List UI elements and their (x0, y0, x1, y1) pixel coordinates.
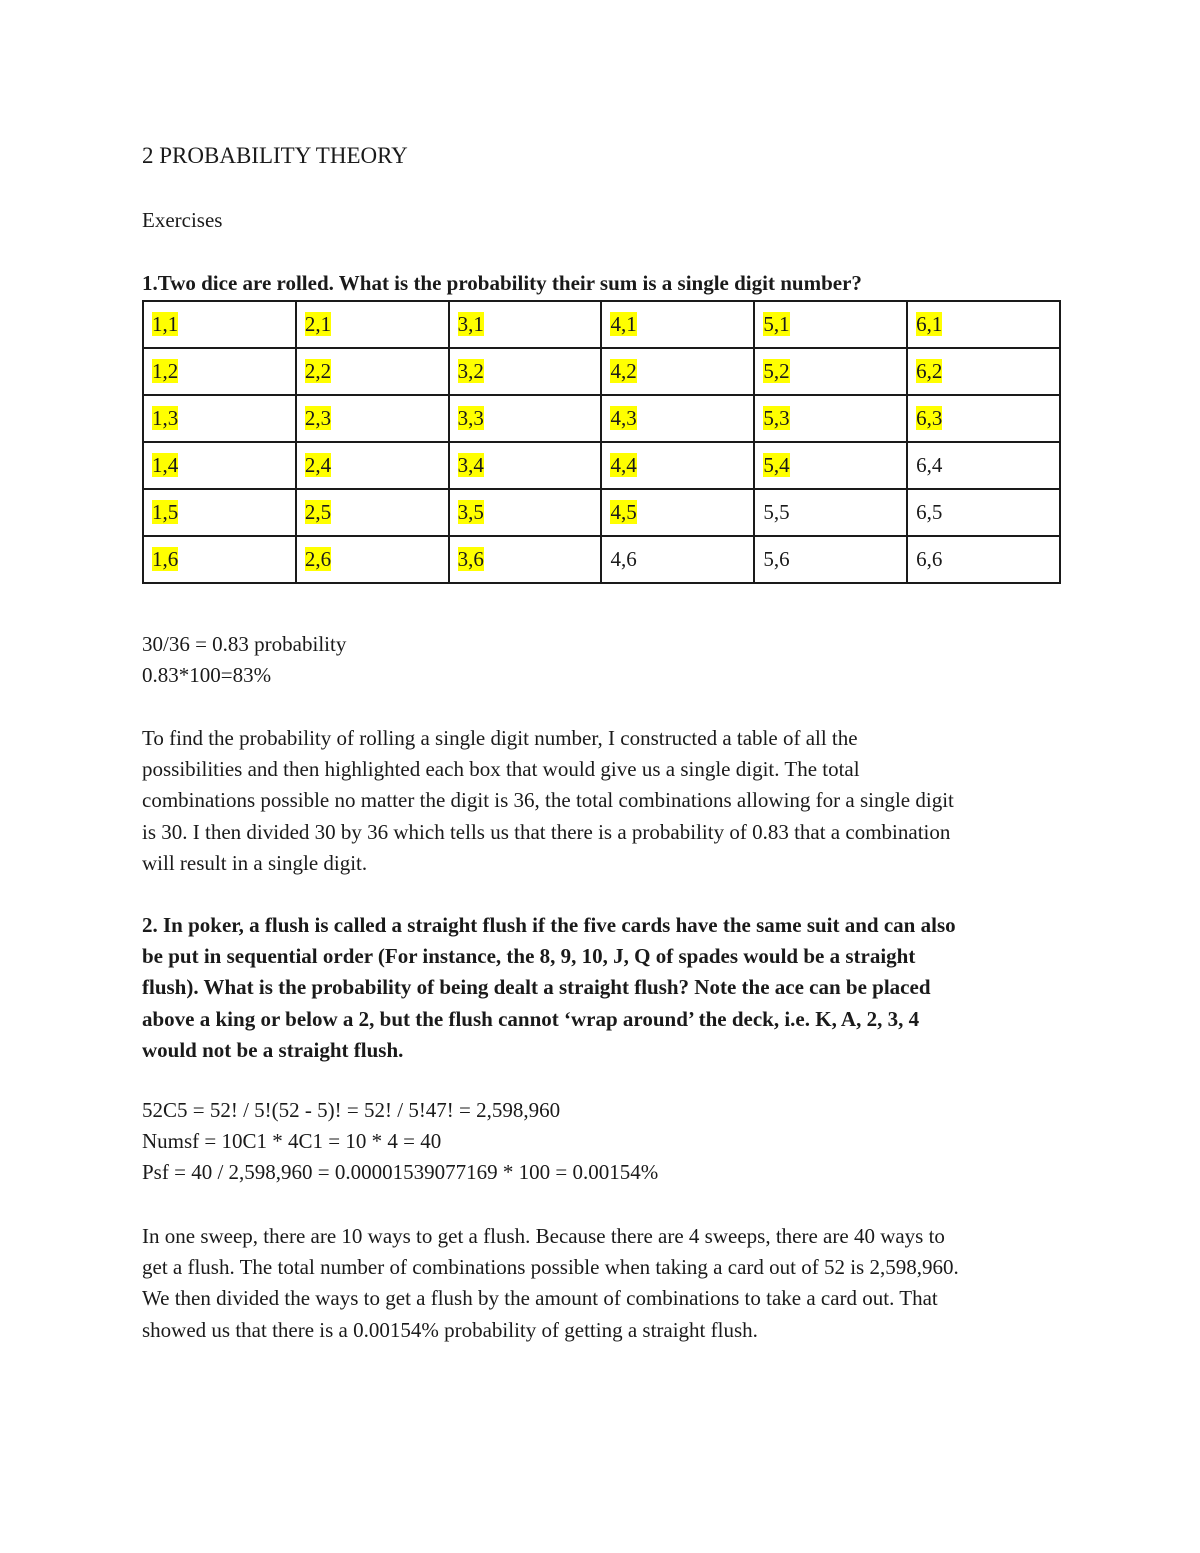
highlighted-outcome: 3,1 (457, 312, 484, 336)
table-row (143, 489, 1060, 536)
calc-line: 30/36 = 0.83 probability (142, 632, 347, 656)
table-cell (143, 348, 296, 395)
calc-line: Numsf = 10C1 * 4C1 = 10 * 4 = 40 (142, 1129, 442, 1154)
answer-1-explanation (142, 723, 1060, 879)
table-cell (296, 442, 449, 489)
answer-1-calculation (142, 629, 1060, 691)
outcome: 6,6 (916, 547, 943, 571)
table-cell (449, 301, 602, 348)
highlighted-outcome: 6,3 (916, 406, 943, 430)
table-cell (449, 395, 602, 442)
table-cell (143, 301, 296, 348)
highlighted-outcome: 1,6 (152, 547, 179, 571)
highlighted-outcome: 2,4 (304, 453, 332, 477)
highlighted-outcome: 4,1 (610, 312, 637, 336)
question-line: be put in sequential order (For instance, the 8, 9, 10, J, Q of spades would be a straight (142, 944, 916, 969)
question-1: 1.Two dice are rolled. What is the probability their sum is a single digit number? (142, 271, 862, 295)
highlighted-outcome: 2,3 (304, 406, 332, 430)
table-cell (143, 442, 296, 489)
table-cell (601, 395, 754, 442)
table-cell (907, 536, 1060, 583)
highlighted-outcome: 2,1 (304, 312, 332, 336)
explanation-line: In one sweep, there are 10 ways to get a flush. Because there are 4 sweeps, there are 40 ways to (142, 1224, 945, 1248)
table-row (143, 442, 1060, 489)
highlighted-outcome: 3,3 (457, 406, 484, 430)
highlighted-outcome: 5,2 (763, 359, 790, 383)
table-cell (754, 442, 907, 489)
outcome: 6,4 (916, 453, 943, 477)
table-cell (754, 489, 907, 536)
highlighted-outcome: 4,2 (610, 359, 637, 383)
highlighted-outcome: 2,2 (304, 359, 332, 383)
highlighted-outcome: 3,2 (457, 359, 484, 383)
explanation-line: is 30. I then divided 30 by 36 which tells us that there is a probability of 0.83 that a combination (142, 819, 951, 844)
outcome: 5,6 (763, 547, 790, 571)
table-cell (449, 536, 602, 583)
table-cell (601, 442, 754, 489)
table-cell (143, 395, 296, 442)
explanation-line: will result in a single digit. (142, 850, 368, 875)
question-line: 2. In poker, a flush is called a straight flush if the five cards have the same suit and can also (142, 913, 956, 937)
table-cell (296, 301, 449, 348)
outcome: 6,5 (916, 500, 943, 524)
highlighted-outcome: 3,5 (457, 500, 484, 524)
highlighted-outcome: 1,3 (152, 406, 179, 430)
explanation-line: possibilities and then highlighted each box that would give us a single digit. The total (142, 757, 860, 782)
table-cell (601, 489, 754, 536)
calc-line: 52C5 = 52! / 5!(52 - 5)! = 52! / 5!47! = 2,598,960 (142, 1098, 561, 1122)
table-cell (296, 489, 449, 536)
table-cell (449, 348, 602, 395)
table-row (143, 536, 1060, 583)
highlighted-outcome: 3,6 (457, 547, 484, 571)
explanation-line: combinations possible no matter the digit is 36, the total combinations allowing for a single digit (142, 788, 954, 813)
highlighted-outcome: 1,2 (152, 359, 179, 383)
table-cell (754, 301, 907, 348)
highlighted-outcome: 6,2 (916, 359, 943, 383)
table-cell (601, 301, 754, 348)
table-cell (907, 442, 1060, 489)
table-cell (754, 395, 907, 442)
explanation-line: get a flush. The total number of combinations possible when taking a card out of 52 is 2,598,960. (142, 1255, 959, 1280)
calc-line: 0.83*100=83% (142, 663, 272, 688)
question-line: above a king or below a 2, but the flush cannot ‘wrap around’ the deck, i.e. K, A, 2, 3, 4 (142, 1006, 920, 1031)
highlighted-outcome: 2,5 (304, 500, 332, 524)
table-row (143, 348, 1060, 395)
highlighted-outcome: 5,1 (763, 312, 790, 336)
question-line: would not be a straight flush. (142, 1037, 404, 1062)
table-cell (754, 536, 907, 583)
explanation-line: showed us that there is a 0.00154% probability of getting a straight flush. (142, 1317, 758, 1342)
highlighted-outcome: 3,4 (457, 453, 484, 477)
exercises-subheading: Exercises (142, 208, 223, 232)
explanation-line: To find the probability of rolling a single digit number, I constructed a table of all the (142, 726, 858, 750)
question-line: flush). What is the probability of being dealt a straight flush? Note the ace can be placed (142, 975, 931, 1000)
table-cell (296, 536, 449, 583)
table-cell (907, 301, 1060, 348)
table-cell (601, 348, 754, 395)
question-2 (142, 910, 1060, 1066)
table-cell (143, 536, 296, 583)
highlighted-outcome: 4,3 (610, 406, 637, 430)
table-cell (907, 348, 1060, 395)
highlighted-outcome: 1,4 (152, 453, 179, 477)
highlighted-outcome: 4,4 (610, 453, 637, 477)
explanation-line: We then divided the ways to get a flush by the amount of combinations to take a card out. That (142, 1286, 938, 1311)
outcome: 4,6 (610, 547, 637, 571)
highlighted-outcome: 1,5 (152, 500, 179, 524)
dice-outcomes-table (142, 300, 1061, 584)
table-cell (143, 489, 296, 536)
answer-2-calculation (142, 1095, 1060, 1189)
answer-2-explanation (142, 1221, 1060, 1346)
calc-line: Psf = 40 / 2,598,960 = 0.00001539077169 * 100 = 0.00154% (142, 1160, 659, 1185)
table-cell (907, 489, 1060, 536)
table-row (143, 395, 1060, 442)
table-row (143, 301, 1060, 348)
table-cell (296, 395, 449, 442)
table-cell (296, 348, 449, 395)
table-cell (907, 395, 1060, 442)
table-cell (449, 442, 602, 489)
highlighted-outcome: 1,1 (152, 312, 179, 336)
outcome: 5,5 (763, 500, 790, 524)
dice-table-body (143, 301, 1060, 583)
highlighted-outcome: 6,1 (916, 312, 943, 336)
highlighted-outcome: 2,6 (304, 547, 332, 571)
highlighted-outcome: 5,4 (763, 453, 790, 477)
highlighted-outcome: 5,3 (763, 406, 790, 430)
table-cell (601, 536, 754, 583)
table-cell (449, 489, 602, 536)
table-cell (754, 348, 907, 395)
highlighted-outcome: 4,5 (610, 500, 637, 524)
section-heading: 2 PROBABILITY THEORY (142, 143, 408, 168)
